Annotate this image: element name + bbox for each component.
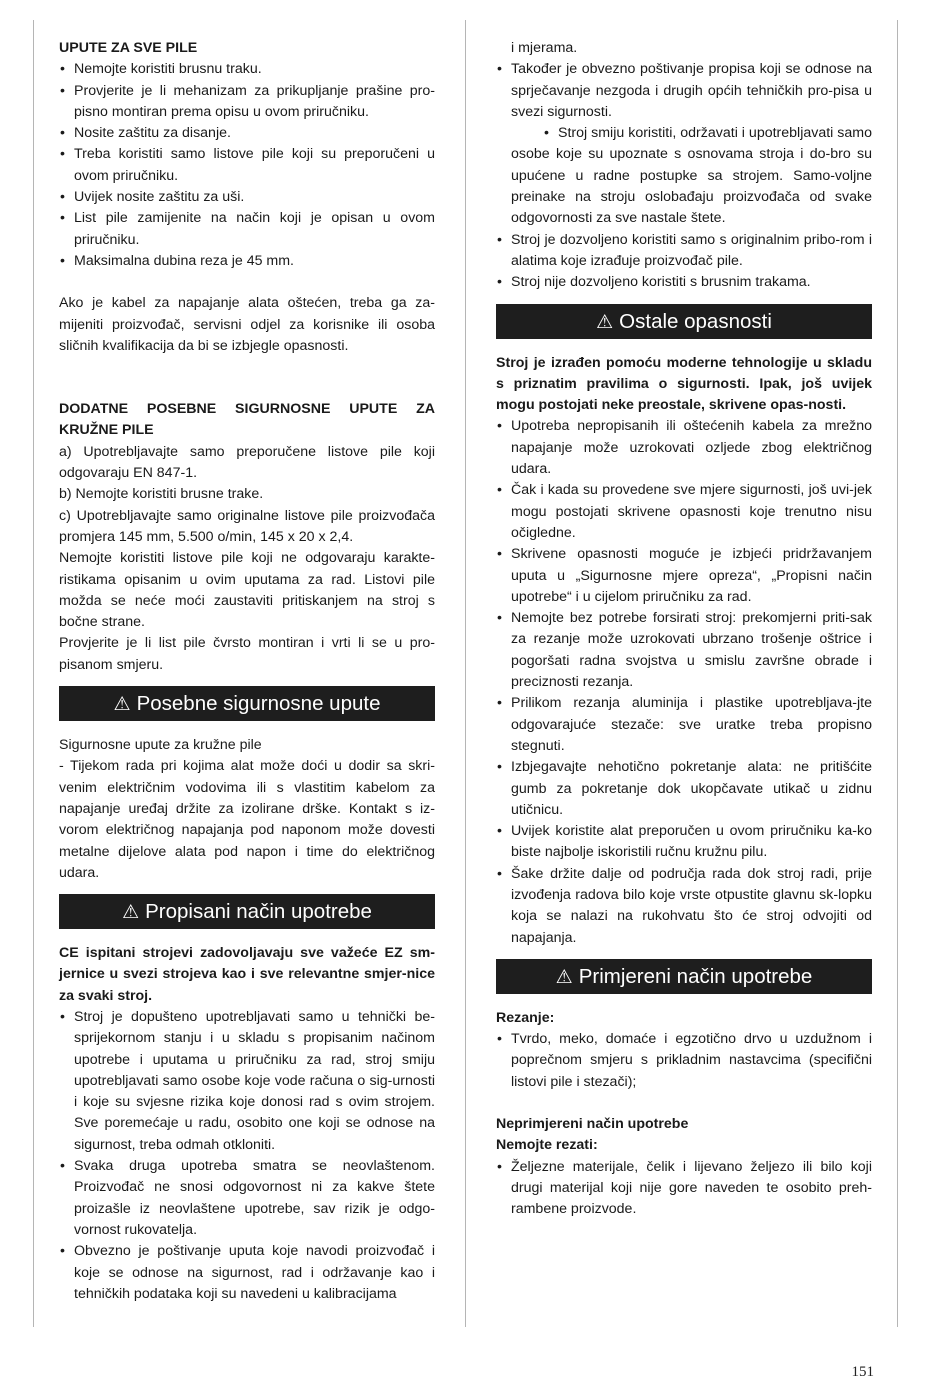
hazards-intro: Stroj je izrađen pomoću moderne tehnologije u skladu s priznatim pravilima o sigurnosti. Ipak, još uvijek mogu postojati neke preostale, skrivene opas-nosti. bbox=[496, 354, 872, 414]
list-item: • Uvijek koristite alat preporučen u ovom priručniku ka-ko biste najbolje iskoristili ručnu kružnu pilu. bbox=[496, 821, 872, 864]
banner-other-hazards bbox=[496, 304, 872, 339]
text-line: c) Upotrebljavajte samo originalne listove pile proizvođača promjera 145 mm, 5.500 o/min, 145 x 20 x 2,4. bbox=[59, 507, 435, 545]
ce-intro: CE ispitani strojevi zadovoljavaju sve važeće EZ sm-jernice u svezi strojeva kao i sve relevantne smjer-nice za svaki stroj. bbox=[59, 945, 435, 1004]
warning-icon: ⚠ bbox=[596, 311, 614, 333]
list-item: • Skrivene opasnosti moguće je izbjeći pridržavanjem uputa u „Sigurnosne mjere opreza“, „Propisni način upotrebe“ i u cijelom priručniku za rad. bbox=[496, 544, 872, 608]
improper-use-title: Neprimjereni način upotrebe bbox=[496, 1116, 689, 1133]
continued-text: i mjerama. bbox=[511, 40, 578, 56]
do-not-cut-title: Nemojte rezati: bbox=[496, 1137, 598, 1154]
page-number: 151 bbox=[851, 1364, 874, 1380]
column-divider-left bbox=[33, 20, 34, 1327]
cutting-list bbox=[496, 1029, 872, 1093]
all-saws-list bbox=[59, 59, 435, 272]
column-divider-right bbox=[897, 20, 898, 1327]
banner-special-safety bbox=[59, 686, 435, 721]
list-item: • Nemojte bez potrebe forsirati stroj: prekomjerni priti-sak za rezanje može uzrokovati ubrzano trošenje oštrice i pogoršati radna svojstva u smislu završne obrade i preciznosti rezanja. bbox=[496, 608, 872, 693]
list-item: • Tvrdo, meko, domaće i egzotično drvo u uzdužnom i poprečnom smjeru s prikladnim nastavcima (specifični listovi pile i stezači); bbox=[496, 1029, 872, 1093]
list-item: • Stroj nije dozvoljeno koristiti s brusnim trakama. bbox=[496, 272, 872, 293]
list-item: • Provjerite je li mehanizam za prikupljanje prašine pro-pisno montiran prema opisu u ovom priručniku. bbox=[59, 81, 435, 124]
improper-use-list bbox=[496, 1157, 872, 1221]
text-line: - Tijekom rada pri kojima alat može doći u dodir sa skri-venim električnim vodovima ili s vlastitim kabelom za napajanje uređaj držite za izolirane drške. Kontakt s iz-vorom električnog napajanja pod naponom može dovesti metalne dijelove alata pod napon i time do električnog udara. bbox=[59, 758, 435, 881]
warning-icon: ⚠ bbox=[555, 966, 573, 988]
warning-icon: ⚠ bbox=[122, 902, 140, 924]
text-line: Sigurnosne upute za kružne pile bbox=[59, 737, 262, 754]
list-item: • Također je obvezno poštivanje propisa koji se odnose na sprječavanje nezgoda i drugih općih tehničkih pro-pisa u svezi sigurnosti. bbox=[496, 59, 872, 123]
section-title-all-saws: UPUTE ZA SVE PILE bbox=[59, 40, 198, 56]
prescribed-use-list-continued bbox=[496, 59, 872, 293]
banner-label: Posebne sigurnosne upute bbox=[136, 692, 381, 716]
list-item: • Stroj smiju koristiti, održavati i upotrebljavati samo osobe koje su upoznate s osnovama stroja i do-bro su upućene u radne postupke sa strojem. Samo-voljne preinake na stroju oslobađaju proizvođača od svake odgovornosti za sve nastale štete. bbox=[496, 123, 872, 229]
hazards-list bbox=[496, 416, 872, 948]
list-item: • Stroj je dopušteno upotrebljavati samo u tehnički be-sprijekornom stanju i u skladu s propisanim načinom upotrebe i uputama u priručniku za rad, stroj smiju upotrebljavati samo osobe koje vode računa o sig-urnosti i koje su svjesne rizika koje donosi rad s ovim strojem. Sve poremećaje u radu, osobito one koji se odnose na sigurnost, treba odmah otkloniti. bbox=[59, 1007, 435, 1156]
list-item: • Prilikom rezanja aluminija i plastike upotrebljava-jte odgovarajuće stezače: sve uratke treba propisno stegnuti. bbox=[496, 693, 872, 757]
banner-label: Ostale opasnosti bbox=[619, 309, 772, 333]
list-item: • Nosite zaštitu za disanje. bbox=[59, 123, 435, 144]
list-item: • Nemojte koristiti brusnu traku. bbox=[59, 59, 435, 80]
cutting-title: Rezanje: bbox=[496, 1009, 555, 1026]
cable-paragraph: Ako je kabel za napajanje alata oštećen, treba ga za-mijeniti proizvođač, servisni odjel za korisnike ili osoba sličnih kvalifikacija da bi se izbjegle opasnosti. bbox=[59, 295, 435, 354]
list-item: • Maksimalna dubina reza je 45 mm. bbox=[59, 251, 435, 272]
column-divider-center bbox=[465, 20, 466, 1327]
text-line: b) Nemojte koristiti brusne trake. bbox=[59, 486, 264, 503]
banner-label: Propisani način upotrebe bbox=[145, 900, 372, 924]
list-item: • Treba koristiti samo listove pile koji su preporučeni u ovom priručniku. bbox=[59, 144, 435, 187]
banner-label: Primjereni način upotrebe bbox=[578, 964, 813, 988]
list-item: • Upotreba nepropisanih ili oštećenih kabela za mrežno napajanje može uzrokovati ozljede zbog električnog udara. bbox=[496, 416, 872, 480]
left-column bbox=[59, 38, 435, 1305]
text-line: Nemojte koristiti listove pile koji ne odgovaraju karakte-ristikama opisanim u ovim uputama za rad. Listovi pile možda se neće moći zaustaviti pritiskanjem na stroj s bočne strane. bbox=[59, 550, 435, 631]
banner-appropriate-use bbox=[496, 959, 872, 994]
list-item: • Obvezno je poštivanje uputa koje navodi proizvođač i koje se odnose na sigurnost, rad i održavanje kao i tehničkih podataka koji su navedeni u kalibracijama bbox=[59, 1241, 435, 1305]
list-item: • Šake držite dalje od područja rada dok stroj radi, prije izvođenja radova bilo koje vrste otpustite glavnu sk-lopku koja se nalazi na rukohvatu što će stroj odvojiti od napajanja. bbox=[496, 864, 872, 949]
list-item: • Uvijek nosite zaštitu za uši. bbox=[59, 187, 435, 208]
text-line: a) Upotrebljavajte samo preporučene listove pile koji odgovaraju EN 847-1. bbox=[59, 443, 435, 482]
list-item: • Željezne materijale, čelik i lijevano željezo ili bilo koji drugi materijal koji nije gore naveden te osobito preh-rambene proizvode. bbox=[496, 1157, 872, 1221]
list-item: • Izbjegavajte nehotično pokretanje alata: ne pritišćite gumb za pokretanje dok ukopčavate utikač u zidnu utičnicu. bbox=[496, 757, 872, 821]
banner-prescribed-use bbox=[59, 894, 435, 929]
prescribed-use-list bbox=[59, 1007, 435, 1305]
right-column bbox=[496, 38, 872, 1221]
warning-icon: ⚠ bbox=[113, 694, 131, 716]
list-item: • Čak i kada su provedene sve mjere sigurnosti, još uvi-jek mogu postojati skrivene opasnosti koje trenutno nisu očigledne. bbox=[496, 480, 872, 544]
list-item: • Stroj je dozvoljeno koristiti samo s originalnim pribo-rom i alatima koje izrađuje proizvođač pile. bbox=[496, 230, 872, 273]
list-item: • List pile zamijenite na način koji je opisan u ovom priručniku. bbox=[59, 208, 435, 251]
section-title-additional: DODATNE POSEBNE SIGURNOSNE UPUTE ZA KRUŽNE PILE bbox=[59, 401, 435, 439]
list-item: • Svaka druga upotreba smatra se neovlaštenom. Proizvođač ne snosi odgovornost ni za kakve štete proizašle iz neovlaštene upotrebe, sav rizik je odgo-vornost rukovatelja. bbox=[59, 1156, 435, 1241]
text-line: Provjerite je li list pile čvrsto montiran i vrti li se u pro-pisanom smjeru. bbox=[59, 635, 435, 673]
